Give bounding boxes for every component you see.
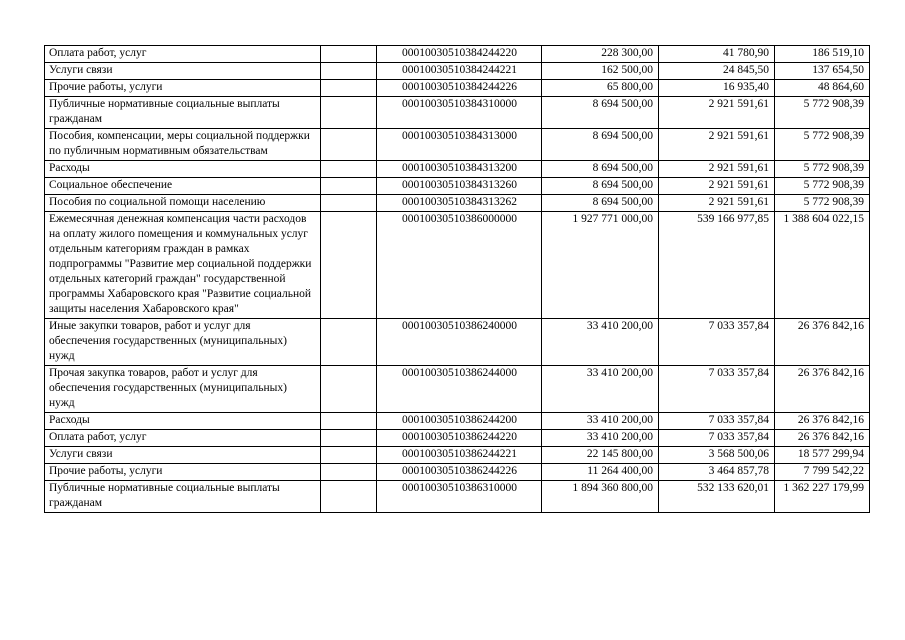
cell-budget-code: 00010030510384313200 <box>377 161 542 178</box>
cell-planned-amount: 8 694 500,00 <box>542 178 659 195</box>
cell-expense-name: Пособия, компенсации, меры социальной поддержки по публичным нормативным обязательствам <box>45 129 321 161</box>
cell-executed-amount: 2 921 591,61 <box>659 161 775 178</box>
table-row <box>45 212 870 319</box>
cell-remaining-amount: 7 799 542,22 <box>775 464 870 481</box>
cell-executed-amount: 2 921 591,61 <box>659 97 775 129</box>
table-row <box>45 46 870 63</box>
cell-budget-code: 00010030510386310000 <box>377 481 542 513</box>
cell-blank <box>321 63 377 80</box>
cell-planned-amount: 228 300,00 <box>542 46 659 63</box>
cell-budget-code: 00010030510384313000 <box>377 129 542 161</box>
cell-executed-amount: 532 133 620,01 <box>659 481 775 513</box>
cell-expense-name: Расходы <box>45 161 321 178</box>
cell-expense-name: Иные закупки товаров, работ и услуг для обеспечения государственных (муниципальных) нужд <box>45 319 321 366</box>
cell-planned-amount: 1 927 771 000,00 <box>542 212 659 319</box>
cell-budget-code: 00010030510384244221 <box>377 63 542 80</box>
cell-planned-amount: 162 500,00 <box>542 63 659 80</box>
cell-budget-code: 00010030510386244226 <box>377 464 542 481</box>
cell-executed-amount: 3 568 500,06 <box>659 447 775 464</box>
cell-expense-name: Публичные нормативные социальные выплаты гражданам <box>45 97 321 129</box>
cell-blank <box>321 481 377 513</box>
cell-expense-name: Публичные нормативные социальные выплаты гражданам <box>45 481 321 513</box>
cell-blank <box>321 464 377 481</box>
cell-remaining-amount: 26 376 842,16 <box>775 413 870 430</box>
table-row <box>45 481 870 513</box>
cell-remaining-amount: 5 772 908,39 <box>775 195 870 212</box>
cell-remaining-amount: 26 376 842,16 <box>775 430 870 447</box>
cell-blank <box>321 80 377 97</box>
cell-executed-amount: 2 921 591,61 <box>659 195 775 212</box>
table-row <box>45 447 870 464</box>
cell-planned-amount: 1 894 360 800,00 <box>542 481 659 513</box>
cell-planned-amount: 65 800,00 <box>542 80 659 97</box>
cell-budget-code: 00010030510384313260 <box>377 178 542 195</box>
cell-blank <box>321 212 377 319</box>
table-row <box>45 319 870 366</box>
cell-blank <box>321 161 377 178</box>
cell-blank <box>321 413 377 430</box>
cell-planned-amount: 8 694 500,00 <box>542 97 659 129</box>
cell-executed-amount: 7 033 357,84 <box>659 319 775 366</box>
cell-planned-amount: 33 410 200,00 <box>542 319 659 366</box>
cell-remaining-amount: 5 772 908,39 <box>775 161 870 178</box>
cell-remaining-amount: 26 376 842,16 <box>775 319 870 366</box>
cell-executed-amount: 7 033 357,84 <box>659 366 775 413</box>
cell-budget-code: 00010030510384313262 <box>377 195 542 212</box>
cell-blank <box>321 178 377 195</box>
cell-executed-amount: 2 921 591,61 <box>659 178 775 195</box>
budget-document-page <box>44 45 870 513</box>
cell-expense-name: Прочая закупка товаров, работ и услуг для обеспечения государственных (муниципальных) нужд <box>45 366 321 413</box>
cell-expense-name: Ежемесячная денежная компенсация части расходов на оплату жилого помещения и коммунальных услуг отдельным категориям граждан в рамках подпрограммы "Развитие мер социальной поддержки отдельных категорий граждан" государственной программы Хабаровского края "Развитие социальной защиты населения Хабаровского края" <box>45 212 321 319</box>
budget-execution-table <box>44 45 870 513</box>
cell-budget-code: 00010030510386244220 <box>377 430 542 447</box>
cell-planned-amount: 33 410 200,00 <box>542 413 659 430</box>
cell-budget-code: 00010030510386240000 <box>377 319 542 366</box>
cell-planned-amount: 33 410 200,00 <box>542 366 659 413</box>
cell-executed-amount: 24 845,50 <box>659 63 775 80</box>
table-row <box>45 178 870 195</box>
cell-remaining-amount: 1 362 227 179,99 <box>775 481 870 513</box>
cell-remaining-amount: 18 577 299,94 <box>775 447 870 464</box>
cell-remaining-amount: 48 864,60 <box>775 80 870 97</box>
cell-expense-name: Расходы <box>45 413 321 430</box>
cell-remaining-amount: 26 376 842,16 <box>775 366 870 413</box>
cell-expense-name: Прочие работы, услуги <box>45 80 321 97</box>
cell-blank <box>321 129 377 161</box>
cell-executed-amount: 7 033 357,84 <box>659 430 775 447</box>
cell-executed-amount: 2 921 591,61 <box>659 129 775 161</box>
table-row <box>45 366 870 413</box>
cell-blank <box>321 319 377 366</box>
cell-expense-name: Оплата работ, услуг <box>45 430 321 447</box>
cell-budget-code: 00010030510384310000 <box>377 97 542 129</box>
cell-budget-code: 00010030510384244226 <box>377 80 542 97</box>
table-row <box>45 80 870 97</box>
cell-planned-amount: 8 694 500,00 <box>542 129 659 161</box>
cell-expense-name: Оплата работ, услуг <box>45 46 321 63</box>
table-row <box>45 129 870 161</box>
cell-planned-amount: 11 264 400,00 <box>542 464 659 481</box>
table-row <box>45 464 870 481</box>
cell-planned-amount: 8 694 500,00 <box>542 195 659 212</box>
cell-planned-amount: 22 145 800,00 <box>542 447 659 464</box>
cell-remaining-amount: 1 388 604 022,15 <box>775 212 870 319</box>
table-row <box>45 430 870 447</box>
cell-budget-code: 00010030510386000000 <box>377 212 542 319</box>
cell-remaining-amount: 5 772 908,39 <box>775 178 870 195</box>
cell-expense-name: Прочие работы, услуги <box>45 464 321 481</box>
cell-remaining-amount: 5 772 908,39 <box>775 129 870 161</box>
cell-executed-amount: 41 780,90 <box>659 46 775 63</box>
cell-expense-name: Социальное обеспечение <box>45 178 321 195</box>
cell-remaining-amount: 137 654,50 <box>775 63 870 80</box>
cell-planned-amount: 33 410 200,00 <box>542 430 659 447</box>
cell-blank <box>321 447 377 464</box>
cell-blank <box>321 97 377 129</box>
table-row <box>45 195 870 212</box>
cell-blank <box>321 430 377 447</box>
cell-budget-code: 00010030510386244000 <box>377 366 542 413</box>
table-body <box>45 46 870 513</box>
cell-blank <box>321 46 377 63</box>
table-row <box>45 97 870 129</box>
cell-executed-amount: 16 935,40 <box>659 80 775 97</box>
cell-budget-code: 00010030510384244220 <box>377 46 542 63</box>
cell-expense-name: Пособия по социальной помощи населению <box>45 195 321 212</box>
cell-executed-amount: 3 464 857,78 <box>659 464 775 481</box>
cell-executed-amount: 539 166 977,85 <box>659 212 775 319</box>
cell-blank <box>321 195 377 212</box>
cell-blank <box>321 366 377 413</box>
cell-budget-code: 00010030510386244221 <box>377 447 542 464</box>
cell-planned-amount: 8 694 500,00 <box>542 161 659 178</box>
cell-budget-code: 00010030510386244200 <box>377 413 542 430</box>
cell-expense-name: Услуги связи <box>45 63 321 80</box>
cell-expense-name: Услуги связи <box>45 447 321 464</box>
table-row <box>45 413 870 430</box>
cell-remaining-amount: 5 772 908,39 <box>775 97 870 129</box>
table-row <box>45 63 870 80</box>
cell-remaining-amount: 186 519,10 <box>775 46 870 63</box>
cell-executed-amount: 7 033 357,84 <box>659 413 775 430</box>
table-row <box>45 161 870 178</box>
